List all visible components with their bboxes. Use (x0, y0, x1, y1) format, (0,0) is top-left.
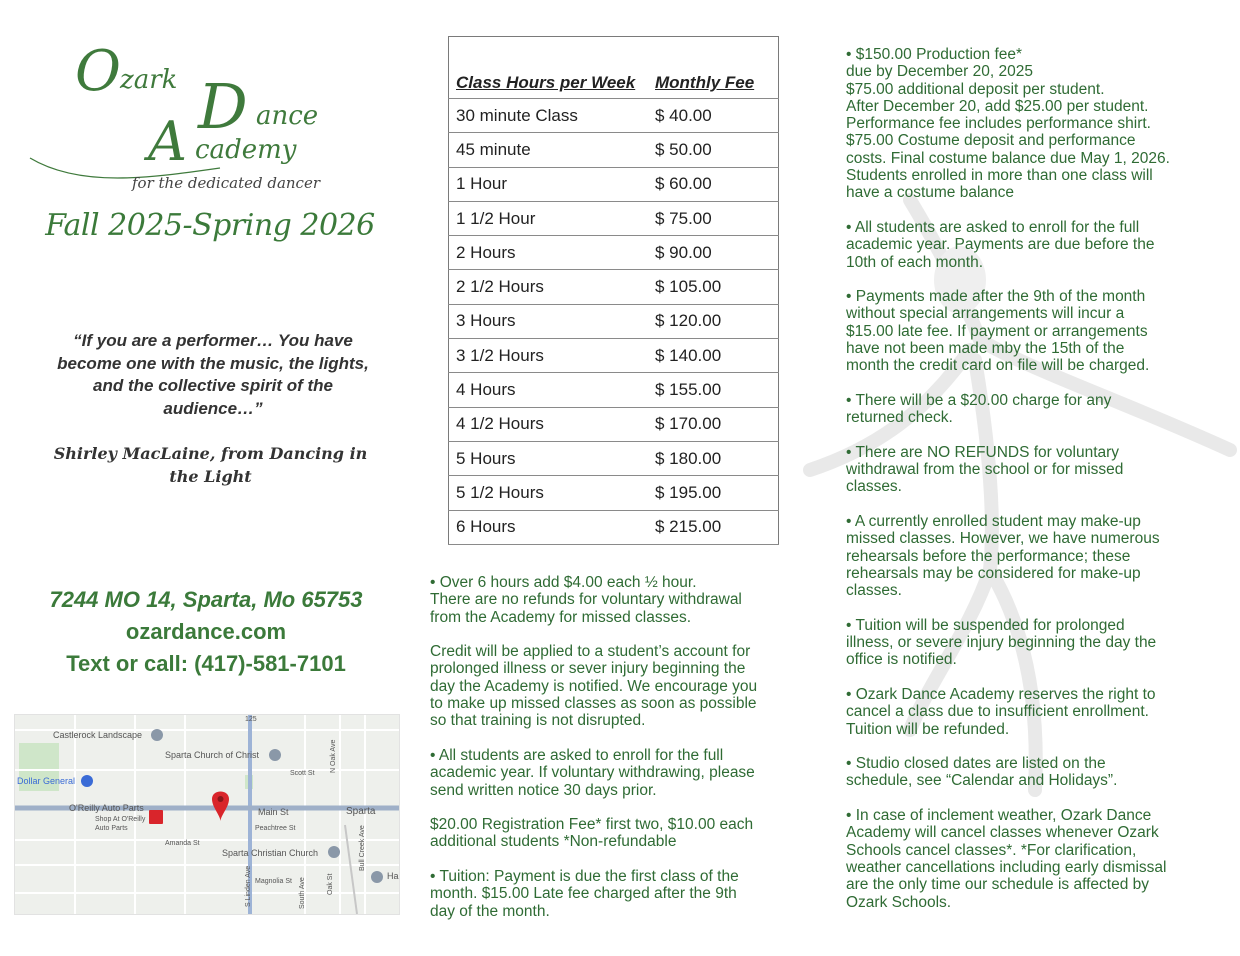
policy-note: • Studio closed dates are listed on the schedule, see “Calendar and Holidays”. (846, 755, 1118, 790)
map-label-castlerock: Castlerock Landscape (53, 730, 143, 740)
policy-note: • All students are asked to enroll for the full academic year. Payments are due before the 10th of each month. (846, 218, 1155, 271)
logo-letter-o: O (75, 39, 121, 104)
quote-text: “If you are a performer… You have become one with the music, the lights, and the collective spirit of the audience…” (57, 331, 369, 418)
class-hours-cell: 30 minute Class (449, 99, 649, 133)
header-monthly-fee: Monthly Fee (648, 37, 779, 99)
monthly-fee-cell: $ 120.00 (648, 304, 779, 338)
policy-note: • Over 6 hours add $4.00 each ½ hour. There are no refunds for voluntary withdrawal from the Academy for missed classes. (430, 574, 742, 626)
policy-note: • In case of inclement weather, Ozark Dance Academy will cancel classes whenever Ozark Schools cancel classes*. *For clarification, weather cancellations including early dismissal are the only time our schedule is affected by Ozark Schools. (846, 807, 1167, 911)
location-pin (212, 792, 229, 822)
location-map[interactable] (14, 714, 400, 915)
class-hours-cell: 1 Hour (449, 167, 649, 201)
table-row (449, 167, 779, 201)
policy-note: Credit will be applied to a student’s account for prolonged illness or sever injury beginning the day the Academy is notified. We encourage you to make up missed classes as soon as possible so that training is not disrupted. (430, 643, 758, 730)
contact-block (0, 584, 412, 680)
class-hours-cell: 3 1/2 Hours (449, 339, 649, 373)
monthly-fee-cell: $ 75.00 (648, 201, 779, 235)
monthly-fee-cell: $ 180.00 (648, 441, 779, 475)
table-row (449, 373, 779, 407)
logo-letter-a: A (148, 110, 187, 173)
table-row (449, 133, 779, 167)
map-label-ha: Ha (387, 871, 399, 881)
policy-note: • All students are asked to enroll for the full academic year. If voluntary withdrawing, please send written notice 30 days prior. (430, 746, 755, 799)
monthly-fee-cell: $ 155.00 (648, 373, 779, 407)
map-label-sparta: Sparta (346, 806, 376, 817)
map-label-amanda: Amanda St (165, 840, 200, 847)
season-title: Fall 2025-Spring 2026 (45, 208, 375, 243)
map-label-christian-church: Sparta Christian Church (222, 848, 319, 858)
policy-note: • Ozark Dance Academy reserves the right to cancel a class due to insufficient enrollment. Tuition will be refunded. (846, 685, 1156, 738)
map-label-peachtree: Peachtree St (255, 825, 296, 832)
table-row (449, 476, 779, 510)
table-row (449, 441, 779, 475)
monthly-fee-cell: $ 40.00 (648, 99, 779, 133)
class-hours-cell: 4 1/2 Hours (449, 407, 649, 441)
map-label-church-christ: Sparta Church of Christ (165, 750, 260, 760)
table-row (449, 270, 779, 304)
map-label-oreilly: O'Reilly Auto Parts (69, 803, 144, 813)
map-label-n-oak: N Oak Ave (330, 739, 337, 773)
map-label-dollar-general: Dollar General (17, 776, 76, 786)
class-hours-cell: 4 Hours (449, 373, 649, 407)
logo-tagline: for the dedicated dancer (132, 174, 321, 192)
website[interactable]: ozardance.com (125, 619, 287, 644)
fee-table (448, 36, 779, 545)
monthly-fee-cell: $ 170.00 (648, 407, 779, 441)
logo-word-zark: zark (120, 65, 178, 95)
policy-note: • Payments made after the 9th of the month without special arrangements will incur a $15.00 late fee. If payment or arrangements have not been made mby the 15th of the month the credit card on file will be charged. (846, 288, 1150, 375)
map-label-south-ave: South Ave (299, 877, 306, 909)
policy-note: • $150.00 Production fee* due by December 20, 2025 $75.00 additional deposit per student. After December 20, add $25.00 per student. Performance fee includes performance shirt. $75.00 Costume deposit and performance costs. Final costume balance due May 1, 2026. Students enrolled in more than one class will have a costume balance (846, 46, 1170, 202)
table-row (449, 201, 779, 235)
logo-word-ance: ance (256, 101, 319, 131)
table-row (449, 304, 779, 338)
monthly-fee-cell: $ 105.00 (648, 270, 779, 304)
monthly-fee-cell: $ 195.00 (648, 476, 779, 510)
policy-note: • Tuition: Payment is due the first class of the month. $15.00 Late fee charged after the 9th day of the month. (430, 868, 739, 920)
map-label-magnolia: Magnolia St (255, 878, 292, 885)
logo-letter-d: D (198, 70, 248, 143)
logo-word-cademy: cademy (195, 135, 297, 165)
middle-notes (430, 574, 820, 937)
table-row (449, 510, 779, 544)
class-hours-cell: 5 1/2 Hours (449, 476, 649, 510)
class-hours-cell: 1 1/2 Hour (449, 201, 649, 235)
monthly-fee-cell: $ 215.00 (648, 510, 779, 544)
policy-note: • There are NO REFUNDS for voluntary withdrawal from the school or for missed classes. (846, 443, 1124, 496)
quote-attribution: Shirley MacLaine, from Dancing in the Light (53, 444, 368, 486)
academy-logo (20, 28, 350, 198)
class-hours-cell: 5 Hours (449, 441, 649, 475)
right-notes (846, 46, 1231, 928)
table-row (449, 99, 779, 133)
table-row (449, 407, 779, 441)
class-hours-cell: 2 Hours (449, 236, 649, 270)
map-label-route: 125 (245, 716, 257, 723)
header-class-hours: Class Hours per Week (449, 37, 649, 99)
table-row (449, 236, 779, 270)
map-label-main: Main St (258, 807, 289, 817)
class-hours-cell: 45 minute (449, 133, 649, 167)
policy-note: • There will be a $20.00 charge for any returned check. (846, 391, 1112, 427)
map-label-oak-st: Oak St (327, 873, 334, 895)
phone: Text or call: (417)-581-7101 (66, 651, 346, 676)
monthly-fee-cell: $ 50.00 (648, 133, 779, 167)
map-label-shop-oreilly: Shop At O'Reilly Auto Parts (95, 816, 146, 832)
class-hours-cell: 3 Hours (449, 304, 649, 338)
table-row (449, 339, 779, 373)
monthly-fee-cell: $ 90.00 (648, 236, 779, 270)
class-hours-cell: 2 1/2 Hours (449, 270, 649, 304)
policy-note: $20.00 Registration Fee* first two, $10.00 each additional students *Non-refundable (430, 816, 754, 851)
map-label-s-linden: S Linden Ave (245, 865, 252, 907)
policy-note: • Tuition will be suspended for prolonged illness, or severe injury beginning the day the office is notified. (846, 616, 1157, 669)
policy-note: • A currently enrolled student may make-up missed classes. However, we have numerous rehearsals before the performance; these rehearsals may be considered for make-up classes. (846, 513, 1160, 600)
class-hours-cell: 6 Hours (449, 510, 649, 544)
map-label-scott: Scott St (290, 770, 315, 777)
map-label-bull-creek: Bull Creek Ave (359, 825, 366, 871)
monthly-fee-cell: $ 60.00 (648, 167, 779, 201)
monthly-fee-cell: $ 140.00 (648, 339, 779, 373)
address: 7244 MO 14, Sparta, Mo 65753 (49, 587, 363, 612)
